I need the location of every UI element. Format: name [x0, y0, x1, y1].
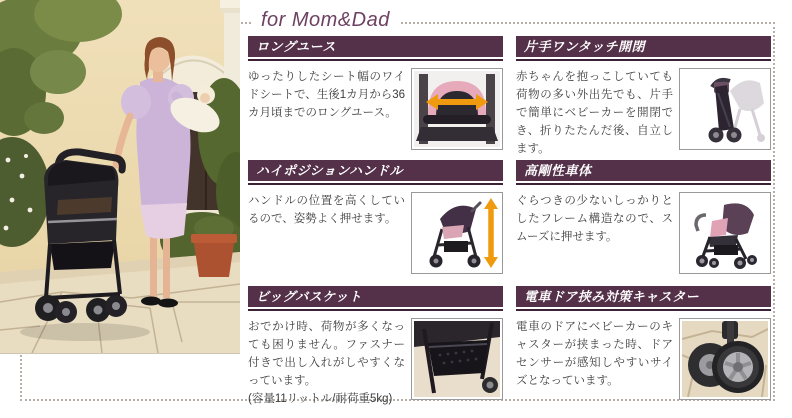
feature-grid — [248, 36, 771, 408]
feature-description: 赤ちゃんを抱っこしていても荷物の多い外出先でも、片手で簡単にベビーカーを開閉でき、折りたたんだ後、自立します。 — [516, 71, 673, 155]
seat-width-arrow-photo — [411, 68, 503, 150]
section-title: for Mom&Dad — [252, 5, 399, 35]
feature-description: ハンドルの位置を高くしているので、姿勢よく押せます。 — [248, 195, 405, 225]
feature-card-long-use — [248, 36, 503, 160]
feature-card-one-touch-fold — [516, 36, 771, 160]
rigid-frame-illustration — [682, 195, 768, 271]
feature-title: 高剛性車体 — [524, 163, 592, 178]
rigid-frame-stroller-photo — [679, 192, 771, 274]
feature-capacity-note: (容量11リットル/耐荷重5kg) — [248, 393, 393, 405]
feature-card-high-position-handle — [248, 160, 503, 286]
feature-title-bar — [248, 286, 503, 307]
feature-title-bar — [248, 160, 503, 181]
feature-title-bar — [516, 36, 771, 57]
feature-description: ゆったりしたシート幅のワイドシートで、生後1カ月から36カ月頃までのロングユース。 — [248, 71, 405, 119]
feature-card-rigid-body — [516, 160, 771, 286]
handle-height-arrow-photo — [411, 192, 503, 274]
feature-title-bar — [516, 160, 771, 181]
feature-card-door-sensor-caster — [516, 286, 771, 408]
title-underline — [516, 183, 771, 185]
seat-width-illustration — [414, 71, 500, 147]
folded-self-standing-stroller-photo — [679, 68, 771, 150]
title-underline — [248, 59, 503, 61]
title-underline — [248, 309, 503, 311]
feature-title: ハイポジションハンドル — [256, 163, 404, 178]
folded-stroller-illustration — [682, 71, 768, 147]
basket-illustration — [414, 321, 500, 397]
feature-card-big-basket — [248, 286, 503, 408]
double-caster-wheels-photo — [679, 318, 771, 400]
feature-title-bar — [248, 36, 503, 57]
under-seat-basket-photo — [411, 318, 503, 400]
mom-and-stroller-photo — [0, 0, 240, 354]
handle-height-illustration — [414, 195, 500, 271]
feature-title: 電車ドア挟み対策キャスター — [524, 289, 700, 304]
mom-and-stroller-illustration — [0, 0, 240, 353]
feature-description: 電車のドアにベビーカーのキャスターが挟まった時、ドアセンサーが感知しやすいサイズとなっています。 — [516, 321, 673, 387]
caster-wheels-illustration — [682, 321, 768, 397]
feature-title-bar — [516, 286, 771, 307]
feature-description: おでかけ時、荷物が多くなっても困りません。ファスナー付きで出し入れがしやすくなっています。 — [248, 321, 405, 387]
feature-description: ぐらつきの少ないしっかりとしたフレーム構造なので、スムーズに押せます。 — [516, 195, 673, 243]
feature-title: 片手ワンタッチ開閉 — [524, 39, 645, 54]
title-underline — [516, 59, 771, 61]
feature-title: ロングユース — [256, 39, 336, 54]
feature-title: ビッグバスケット — [256, 289, 363, 304]
title-underline — [516, 309, 771, 311]
title-underline — [248, 183, 503, 185]
